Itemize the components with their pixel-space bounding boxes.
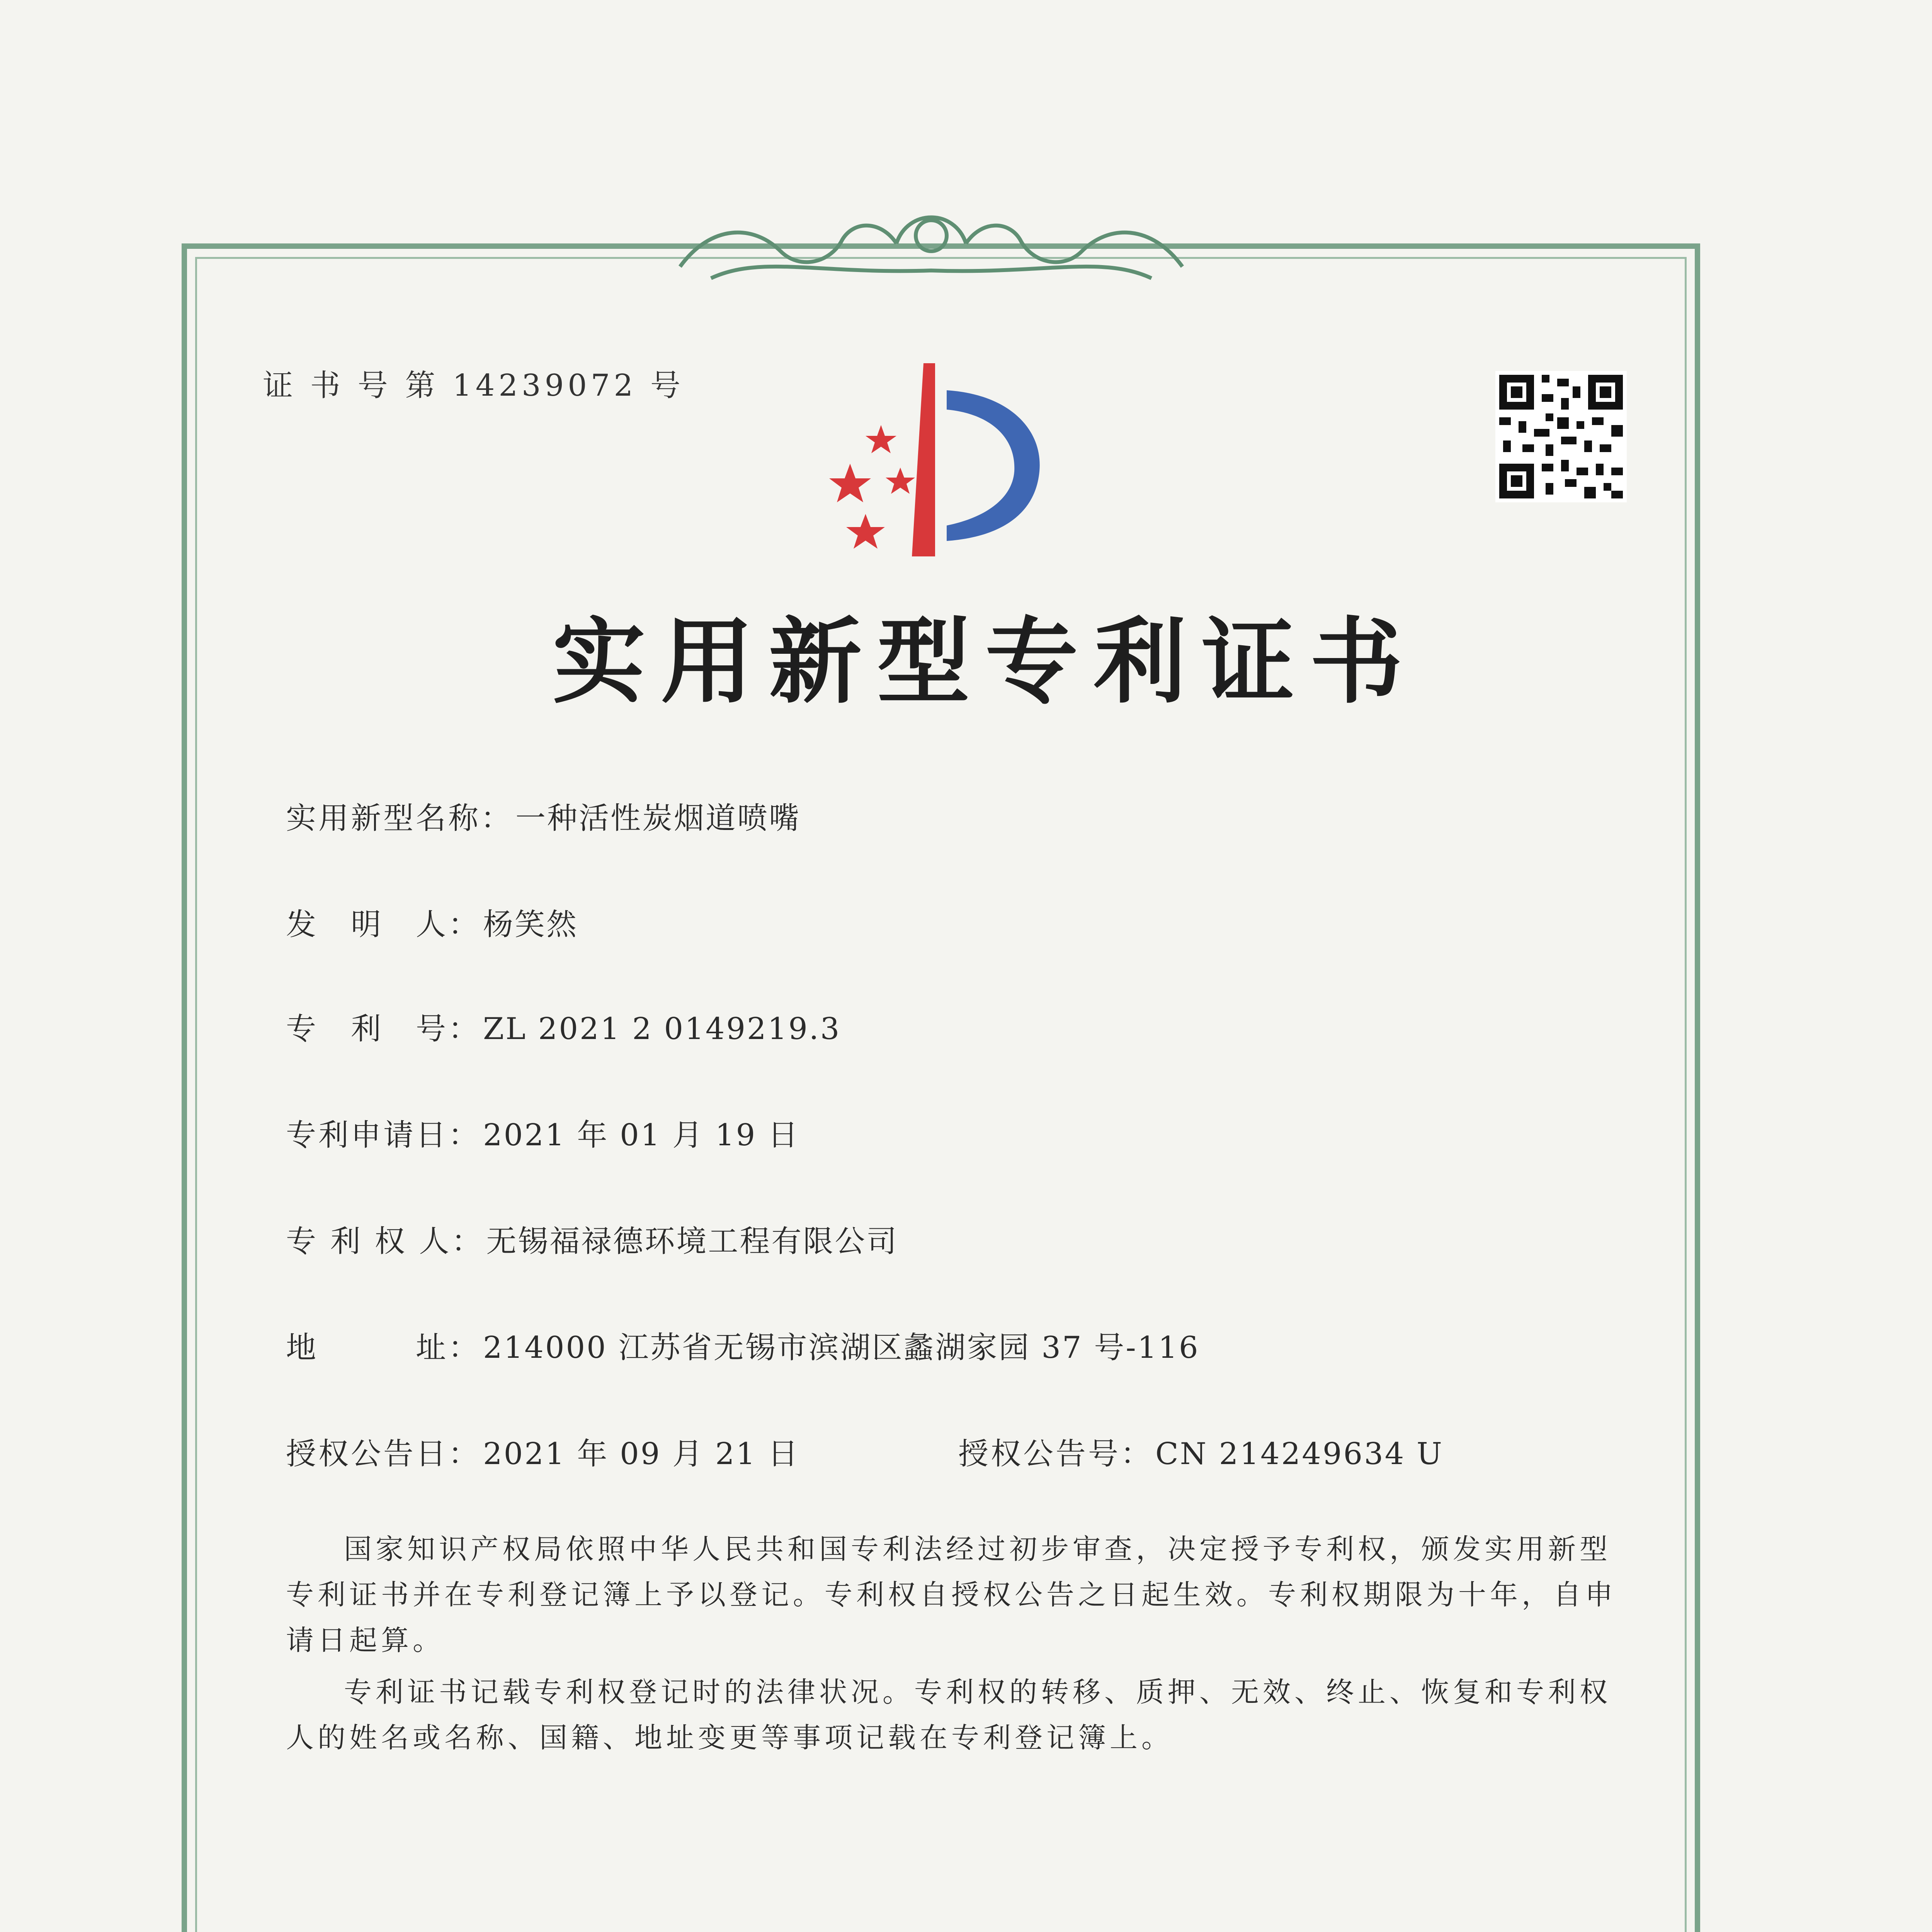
field-value: 杨笑然: [483, 907, 578, 942]
field-value: 214000 江苏省无锡市滨湖区蠡湖家园 37 号-116: [483, 1330, 1200, 1365]
field-value: CN 214249634 U: [1155, 1437, 1444, 1471]
statement-paragraph-1: [286, 1526, 1631, 1663]
field-label: 地 址：: [286, 1330, 481, 1365]
field-inventor: [286, 900, 578, 944]
certificate-title: 实用新型专利证书: [553, 608, 1418, 716]
field-value: 2021 年 01 月 19 日: [483, 1118, 799, 1153]
paragraph-text: 国家知识产权局依照中华人民共和国专利法经过初步审查，决定授予专利权，颁发实用新型专利证书并在专利登记簿上予以登记。专利权自授权公告之日起生效。专利权期限为十年，自申请日起算。: [286, 1533, 1617, 1656]
field-label: 专利申请日：: [286, 1118, 481, 1153]
field-grant-number: [958, 1430, 1444, 1473]
field-value: ZL 2021 2 0149219.3: [483, 1012, 841, 1046]
field-patent-number: [286, 1005, 841, 1048]
qr-code: [1495, 371, 1627, 502]
statement-paragraph-2: [286, 1669, 1631, 1760]
field-grant-date: [286, 1430, 799, 1473]
top-ornament: [665, 178, 1198, 294]
field-label: 授权公告号：: [958, 1437, 1153, 1471]
paragraph-text: 专利证书记载专利权登记时的法律状况。专利权的转移、质押、无效、终止、恢复和专利权人的姓名或名称、国籍、地址变更等事项记载在专利登记簿上。: [286, 1676, 1612, 1754]
field-value: 一种活性炭烟道喷嘴: [515, 801, 801, 836]
cnipa-logo: [808, 363, 1078, 572]
field-address: [286, 1323, 1200, 1367]
field-label: 专 利 权 人：: [286, 1224, 484, 1259]
field-value: 无锡福禄德环境工程有限公司: [486, 1224, 898, 1259]
field-label: 发 明 人：: [286, 907, 481, 942]
field-label: 授权公告日：: [286, 1437, 481, 1471]
certificate-number: 证 书 号 第 14239072 号: [263, 368, 684, 403]
field-filing-date: [286, 1111, 799, 1154]
field-label: 实用新型名称：: [286, 801, 514, 836]
field-label: 专 利 号：: [286, 1012, 481, 1046]
field-utility-model-name: [286, 794, 801, 837]
field-value: 2021 年 09 月 21 日: [483, 1437, 799, 1471]
field-patentee: [286, 1217, 898, 1260]
